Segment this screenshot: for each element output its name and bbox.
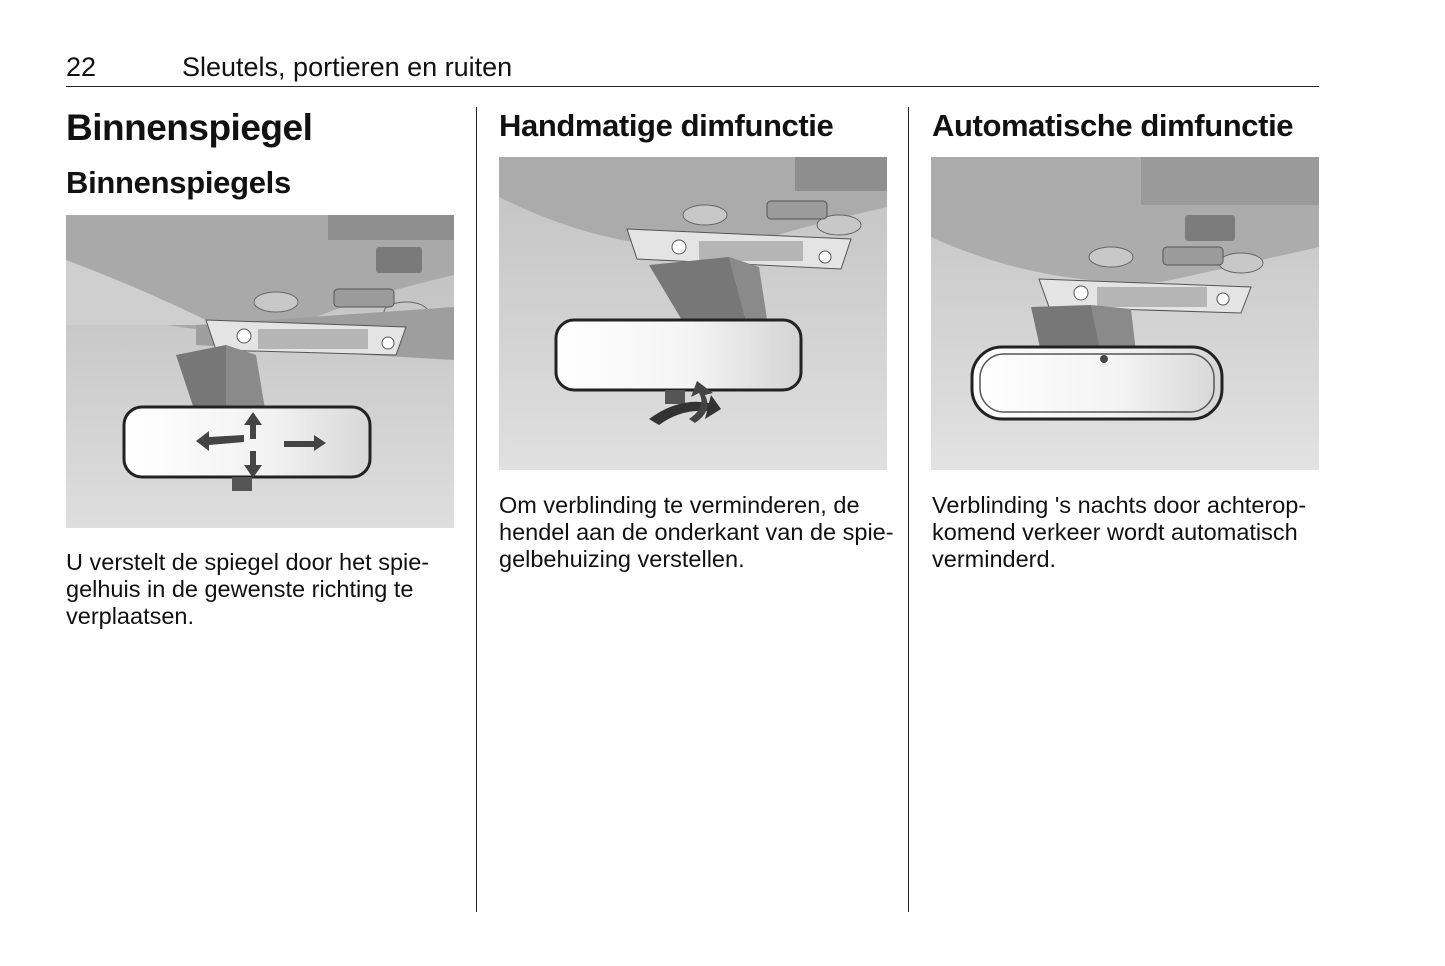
body-line: gelhuis in de gewenste richting te — [66, 576, 414, 602]
mirror-adjust-illustration — [66, 215, 454, 528]
paragraph — [499, 492, 894, 573]
body-line: U verstelt de spiegel door het spie- — [66, 549, 430, 575]
body-line: hendel aan de onderkant van de spie- — [499, 519, 894, 545]
running-title: Sleutels, portieren en ruiten — [182, 52, 513, 82]
page-header — [66, 50, 1319, 87]
column-divider — [476, 107, 477, 912]
section-title: Handmatige dimfunctie — [499, 108, 834, 143]
column-binnenspiegel — [66, 106, 312, 202]
column-automatische — [932, 105, 1293, 147]
body-line: Om verblinding te verminderen, de — [499, 492, 860, 518]
auto-dim-illustration — [931, 157, 1319, 470]
page-number: 22 — [66, 52, 97, 82]
paragraph — [66, 549, 461, 630]
column-divider — [908, 107, 909, 912]
body-line: verminderd. — [932, 546, 1057, 572]
manual-dim-illustration — [499, 157, 887, 470]
body-line: verplaatsen. — [66, 603, 195, 629]
subsection-title: Binnenspiegels — [66, 165, 291, 200]
body-line: komend verkeer wordt automatisch — [932, 519, 1298, 545]
section-title: Automatische dimfunctie — [932, 108, 1294, 143]
paragraph — [932, 492, 1327, 573]
section-title: Binnenspiegel — [66, 107, 313, 148]
body-line: Verblinding 's nachts door achterop- — [932, 492, 1307, 518]
column-handmatige — [499, 105, 833, 147]
body-line: gelbehuizing verstellen. — [499, 546, 745, 572]
